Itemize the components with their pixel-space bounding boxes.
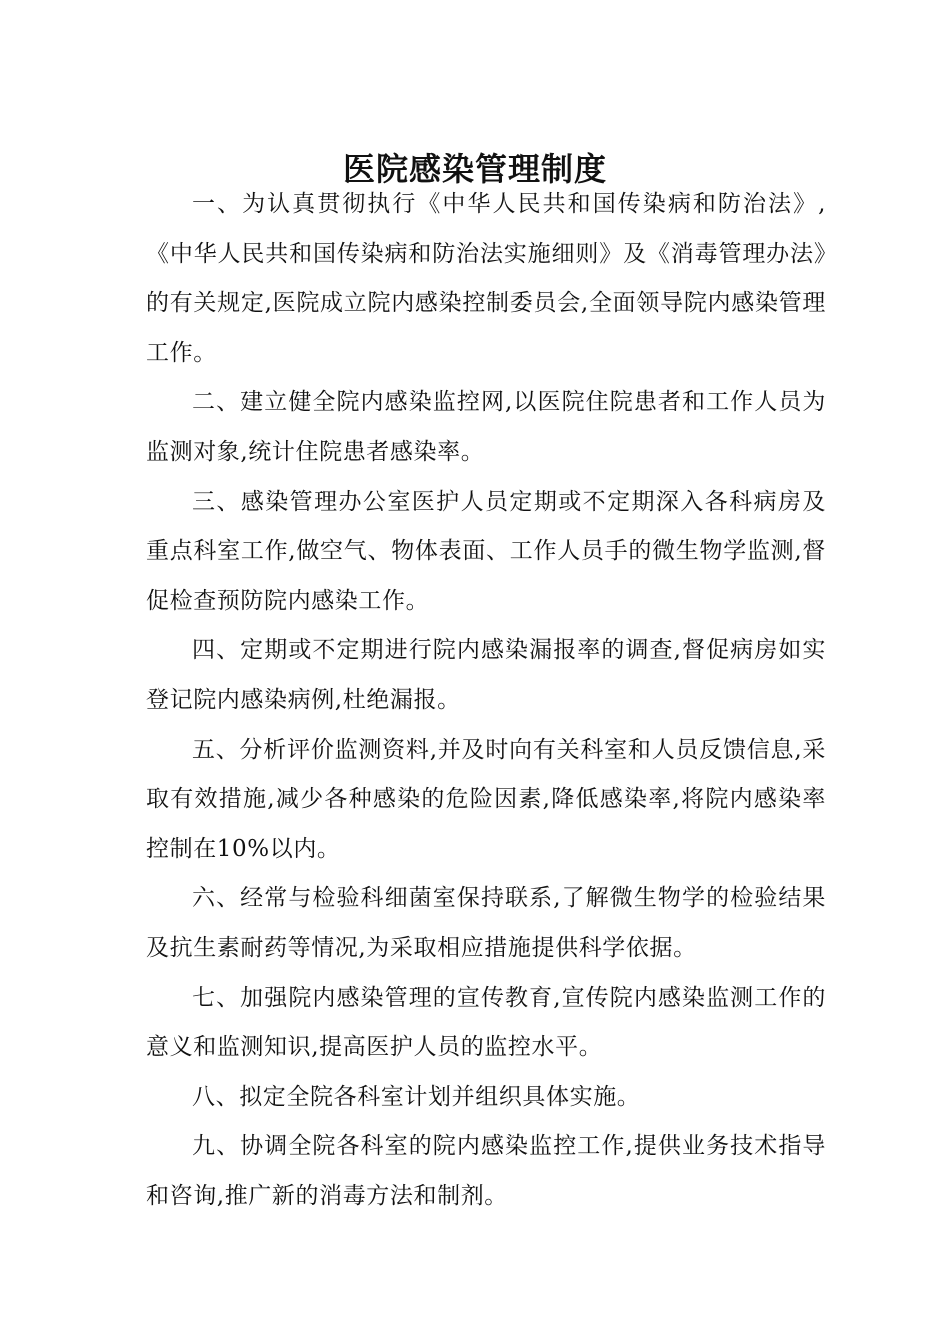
document-title: 医院感染管理制度: [342, 150, 607, 189]
paragraph-4: 四、定期或不定期进行院内感染漏报率的调查,督促病房如实登记院内感染病例,杜绝漏报。: [146, 637, 826, 713]
paragraph-6: 六、经常与检验科细菌室保持联系,了解微生物学的检验结果及抗生素耐药等情况,为采取相应措施提供科学依据。: [146, 885, 826, 961]
paragraph-3: 三、感染管理办公室医护人员定期或不定期深入各科病房及重点科室工作,做空气、物体表面、工作人员手的微生物学监测,督促检查预防院内感染工作。: [146, 488, 826, 614]
paragraph-7: 七、加强院内感染管理的宣传教育,宣传院内感染监测工作的意义和监测知识,提高医护人员的监控水平。: [146, 984, 826, 1061]
paragraph-5: 五、分析评价监测资料,并及时向有关科室和人员反馈信息,采取有效措施,减少各种感染的危险因素,降低感染率,将院内感染率控制在10%以内。: [146, 736, 826, 862]
paragraph-1: 一、为认真贯彻执行《中华人民共和国传染病和防治法》,《中华人民共和国传染病和防治法实施细则》及《消毒管理办法》的有关规定,医院成立院内感染控制委员会,全面领导院内感染管理工作。: [146, 191, 826, 366]
document-body: [146, 180, 826, 1221]
paragraph-9: 九、协调全院各科室的院内感染监控工作,提供业务技术指导和咨询,推广新的消毒方法和制剂。: [146, 1133, 826, 1209]
paragraph-8: 八、拟定全院各科室计划并组织具体实施。: [192, 1083, 641, 1110]
paragraph-2: 二、建立健全院内感染监控网,以医院住院患者和工作人员为监测对象,统计住院患者感染率。: [146, 389, 826, 465]
